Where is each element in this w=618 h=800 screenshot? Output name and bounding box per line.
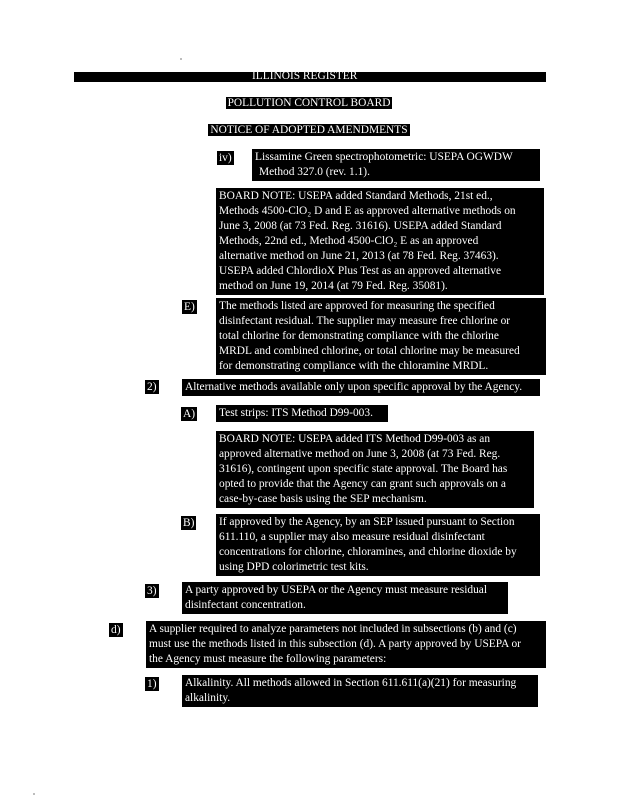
header-notice-text: NOTICE OF ADOPTED AMENDMENTS: [210, 124, 408, 136]
item-iv-label: iv): [219, 152, 232, 164]
text-line: method on June 19, 2014 (at 79 Fed. Reg. 35081).: [219, 280, 448, 292]
item-d-label: d): [111, 624, 121, 636]
text-line: must use the methods listed in this subsection (d). A party approved by USEPA or: [149, 638, 521, 650]
text-line: alternative method on June 21, 2013 (at 78 Fed. Reg. 37463).: [219, 250, 499, 262]
item-2-text: [182, 379, 540, 396]
item-3-text: [182, 582, 508, 614]
text-line: Methods, 22nd ed., Method 4500-ClO₂ E as an approved: [219, 235, 479, 247]
scan-speck: [33, 793, 35, 795]
text-line: June 3, 2008 (at 73 Fed. Reg. 31616). USEPA added Standard: [219, 220, 502, 232]
text-line: If approved by the Agency, by an SEP issued pursuant to Section: [219, 516, 515, 528]
header-rule: [176, 72, 546, 82]
header-notice: [0, 124, 618, 137]
text-line: Alkalinity. All methods allowed in Section 611.611(a)(21) for measuring: [185, 677, 517, 689]
text-line: 31616), contingent upon specific state approval. The Board has: [219, 463, 508, 475]
text-line: A party approved by USEPA or the Agency must measure residual: [185, 584, 488, 596]
item-E-text: [216, 298, 546, 375]
item-iv-text: [252, 149, 540, 181]
text-line: for demonstrating compliance with the chloramine MRDL.: [219, 360, 489, 372]
board-note-2: [216, 431, 534, 508]
text-line: Test strips: ITS Method D99-003.: [219, 407, 373, 419]
text-line: A supplier required to analyze parameters not included in subsections (b) and (c): [149, 623, 517, 635]
item-2-label: 2): [147, 381, 157, 393]
text-line: BOARD NOTE: USEPA added Standard Methods, 21st ed.,: [219, 190, 493, 202]
item-B-text: [216, 514, 540, 576]
text-line: concentrations for chlorine, chloramines, and chlorine dioxide by: [219, 546, 517, 558]
item-B-label: B): [183, 517, 195, 529]
text-line: alkalinity.: [185, 692, 231, 704]
board-note-1: [216, 188, 544, 295]
header-board: [0, 97, 618, 110]
text-line: MRDL and combined chlorine, or total chlorine may be measured: [219, 345, 520, 357]
item-1-label: 1): [147, 678, 157, 690]
scan-speck: [180, 58, 182, 60]
text-line: 611.110, a supplier may also measure residual disinfectant: [219, 531, 485, 543]
text-line: total chlorine for demonstrating compliance with the chlorine: [219, 330, 499, 342]
item-d-text: [146, 621, 546, 668]
text-line: Lissamine Green spectrophotometric: USEPA OGWDW: [255, 151, 513, 163]
item-A-text: [216, 405, 388, 422]
text-line: disinfectant concentration.: [185, 599, 306, 611]
header-rule-left: [74, 72, 176, 82]
text-line: Alternative methods available only upon specific approval by the Agency.: [185, 381, 523, 393]
header-register: ILLINOIS REGISTER: [252, 70, 358, 82]
text-line: Methods 4500-ClO₂ D and E as approved alternative methods on: [219, 205, 516, 217]
text-line: case-by-case basis using the SEP mechanism.: [219, 493, 427, 505]
item-A-label: A): [183, 408, 196, 420]
text-line: USEPA added ChlordioX Plus Test as an approved alternative: [219, 265, 502, 277]
text-line: BOARD NOTE: USEPA added ITS Method D99-003 as an: [219, 433, 491, 445]
header-board-text: POLLUTION CONTROL BOARD: [227, 97, 391, 109]
text-line: Method 327.0 (rev. 1.1).: [259, 166, 370, 178]
text-line: The methods listed are approved for measuring the specified: [219, 300, 495, 312]
text-line: opted to provide that the Agency can grant such approvals on a: [219, 478, 506, 490]
text-line: using DPD colorimetric test kits.: [219, 561, 369, 573]
text-line: the Agency must measure the following parameters:: [149, 653, 387, 665]
item-1-text: [182, 675, 538, 707]
text-line: disinfectant residual. The supplier may measure free chlorine or: [219, 315, 511, 327]
item-E-label: E): [184, 301, 195, 313]
item-3-label: 3): [147, 585, 157, 597]
text-line: approved alternative method on June 3, 2008 (at 73 Fed. Reg.: [219, 448, 501, 460]
